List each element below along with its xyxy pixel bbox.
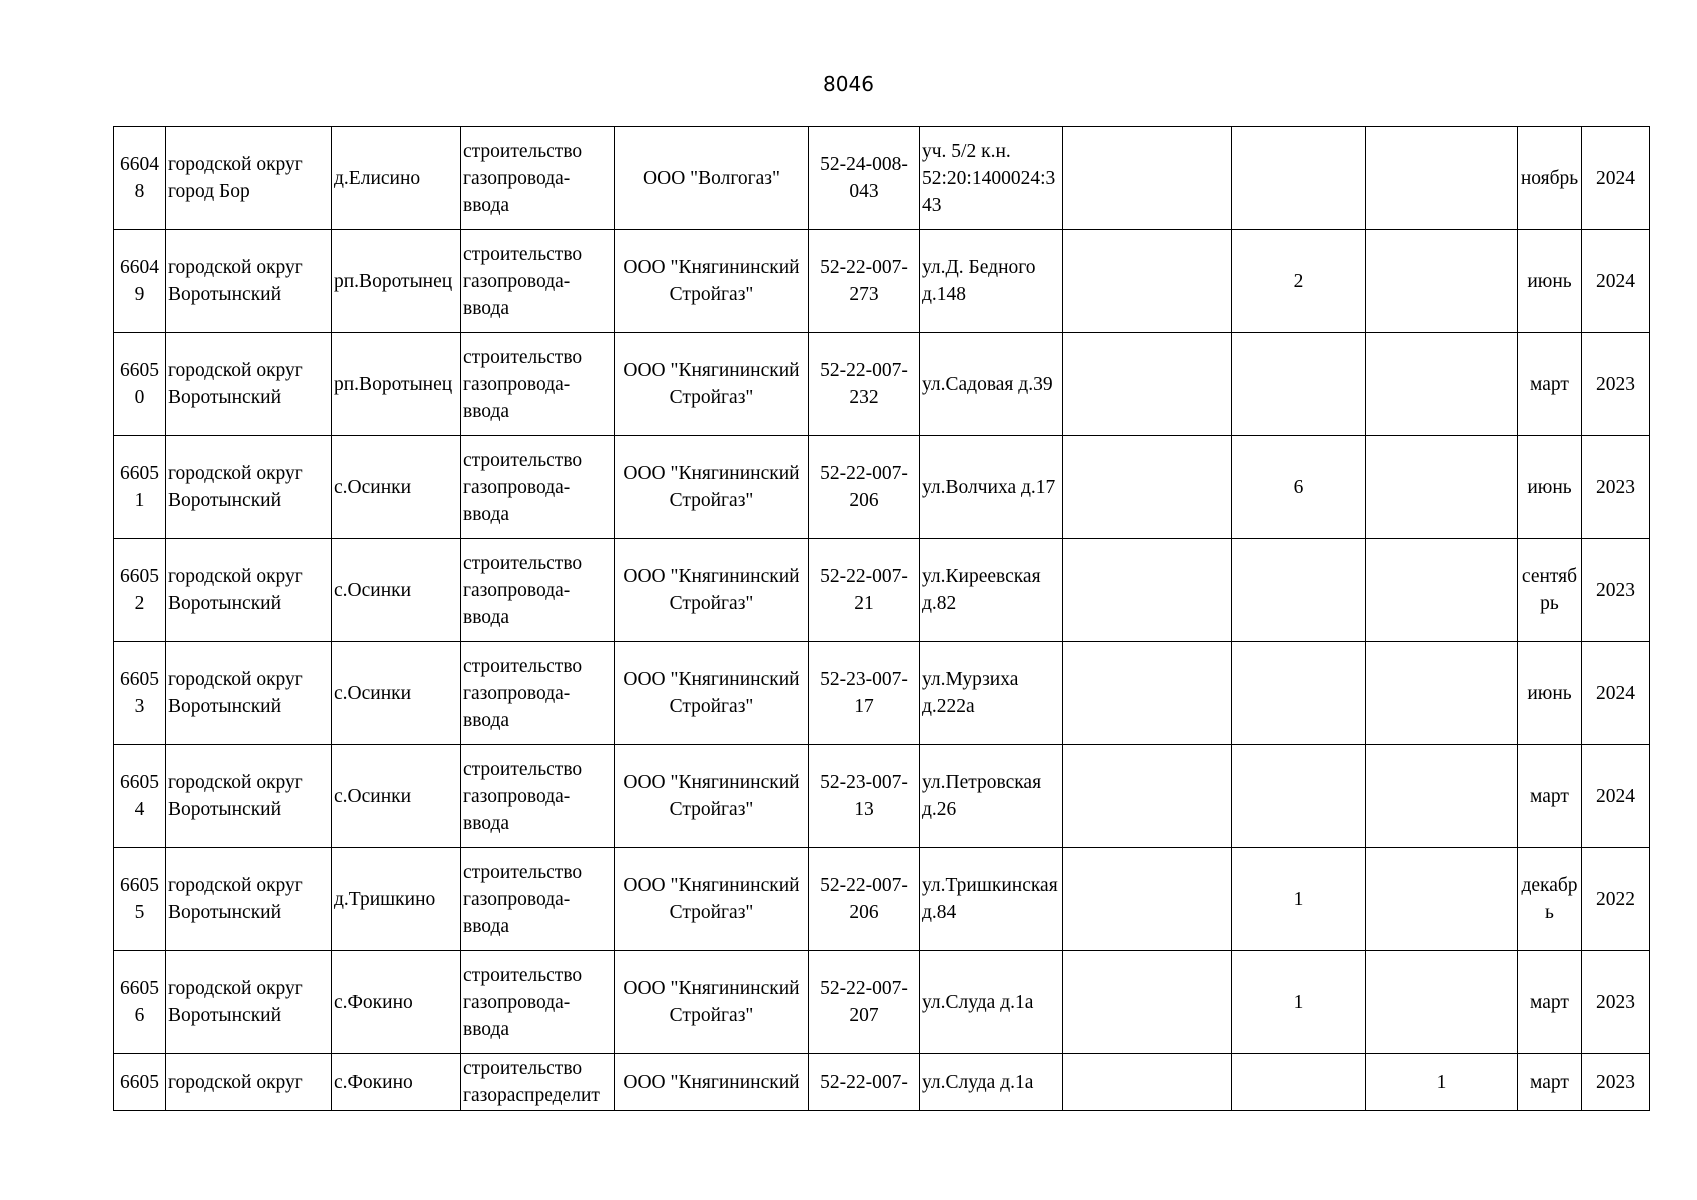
code-cell: 52-22-007-206 (809, 436, 920, 539)
quantity-cell-2: 1 (1366, 1054, 1518, 1111)
district-cell: городской округ Воротынский (166, 436, 332, 539)
district-cell: городской округ Воротынский (166, 951, 332, 1054)
empty-cell (1063, 848, 1232, 951)
empty-cell (1063, 951, 1232, 1054)
organization-cell: ООО "Княгининский Стройгаз" (615, 539, 809, 642)
empty-cell (1063, 745, 1232, 848)
district-cell: городской округ город Бор (166, 127, 332, 230)
record-id-cell: 66052 (114, 539, 166, 642)
year-cell: 2023 (1582, 333, 1650, 436)
record-id-cell: 66051 (114, 436, 166, 539)
record-id-cell: 66050 (114, 333, 166, 436)
month-cell: март (1518, 745, 1582, 848)
empty-cell (1063, 333, 1232, 436)
quantity-cell: 1 (1232, 848, 1366, 951)
year-cell: 2023 (1582, 1054, 1650, 1111)
address-cell: ул.Тришкинская д.84 (920, 848, 1063, 951)
district-cell: городской округ Воротынский (166, 230, 332, 333)
district-cell: городской округ Воротынский (166, 848, 332, 951)
quantity-cell-2 (1366, 848, 1518, 951)
work-type-cell: строительство газопровода-ввода (461, 745, 615, 848)
empty-cell (1063, 127, 1232, 230)
record-id-cell: 66048 (114, 127, 166, 230)
month-cell: июнь (1518, 642, 1582, 745)
quantity-cell (1232, 333, 1366, 436)
quantity-cell-2 (1366, 436, 1518, 539)
quantity-cell (1232, 642, 1366, 745)
organization-cell: ООО "Княгининский Стройгаз" (615, 230, 809, 333)
district-cell: городской округ (166, 1054, 332, 1111)
address-cell: уч. 5/2 к.н. 52:20:1400024:343 (920, 127, 1063, 230)
organization-cell: ООО "Княгининский Стройгаз" (615, 745, 809, 848)
address-cell: ул.Киреевская д.82 (920, 539, 1063, 642)
year-cell: 2024 (1582, 230, 1650, 333)
work-type-cell: строительство газопровода-ввода (461, 436, 615, 539)
code-cell: 52-23-007-13 (809, 745, 920, 848)
work-type-cell: строительство газораспределит (461, 1054, 615, 1111)
table-row (114, 745, 1650, 848)
locality-cell: с.Фокино (332, 1054, 461, 1111)
table-row (114, 642, 1650, 745)
organization-cell: ООО "Княгининский Стройгаз" (615, 951, 809, 1054)
code-cell: 52-22-007-232 (809, 333, 920, 436)
empty-cell (1063, 642, 1232, 745)
address-cell: ул.Волчиха д.17 (920, 436, 1063, 539)
record-id-cell: 66053 (114, 642, 166, 745)
work-type-cell: строительство газопровода-ввода (461, 333, 615, 436)
year-cell: 2023 (1582, 539, 1650, 642)
empty-cell (1063, 230, 1232, 333)
year-cell: 2024 (1582, 642, 1650, 745)
organization-cell: ООО "Княгининский Стройгаз" (615, 848, 809, 951)
quantity-cell-2 (1366, 951, 1518, 1054)
locality-cell: с.Осинки (332, 539, 461, 642)
address-cell: ул.Мурзиха д.222а (920, 642, 1063, 745)
locality-cell: с.Фокино (332, 951, 461, 1054)
quantity-cell (1232, 1054, 1366, 1111)
locality-cell: с.Осинки (332, 642, 461, 745)
organization-cell: ООО "Княгининский Стройгаз" (615, 333, 809, 436)
code-cell: 52-22-007- (809, 1054, 920, 1111)
month-cell: март (1518, 1054, 1582, 1111)
quantity-cell: 1 (1232, 951, 1366, 1054)
record-id-cell: 66055 (114, 848, 166, 951)
locality-cell: рп.Воротынец (332, 333, 461, 436)
locality-cell: д.Елисино (332, 127, 461, 230)
work-type-cell: строительство газопровода-ввода (461, 539, 615, 642)
code-cell: 52-22-007-21 (809, 539, 920, 642)
quantity-cell (1232, 539, 1366, 642)
empty-cell (1063, 436, 1232, 539)
quantity-cell-2 (1366, 127, 1518, 230)
quantity-cell-2 (1366, 642, 1518, 745)
district-cell: городской округ Воротынский (166, 333, 332, 436)
organization-cell: ООО "Княгининский (615, 1054, 809, 1111)
locality-cell: д.Тришкино (332, 848, 461, 951)
code-cell: 52-22-007-206 (809, 848, 920, 951)
quantity-cell-2 (1366, 333, 1518, 436)
quantity-cell-2 (1366, 745, 1518, 848)
quantity-cell-2 (1366, 539, 1518, 642)
month-cell: март (1518, 951, 1582, 1054)
address-cell: ул.Слуда д.1а (920, 951, 1063, 1054)
address-cell: ул.Петровская д.26 (920, 745, 1063, 848)
month-cell: сентябрь (1518, 539, 1582, 642)
record-id-cell: 66056 (114, 951, 166, 1054)
quantity-cell: 6 (1232, 436, 1366, 539)
organization-cell: ООО "Волгогаз" (615, 127, 809, 230)
table-row (114, 539, 1650, 642)
gas-plan-table (113, 126, 1650, 1111)
address-cell: ул.Д. Бедного д.148 (920, 230, 1063, 333)
month-cell: декабрь (1518, 848, 1582, 951)
quantity-cell: 2 (1232, 230, 1366, 333)
code-cell: 52-22-007-273 (809, 230, 920, 333)
quantity-cell (1232, 127, 1366, 230)
year-cell: 2023 (1582, 436, 1650, 539)
record-id-cell: 66054 (114, 745, 166, 848)
year-cell: 2023 (1582, 951, 1650, 1054)
record-id-cell: 6605 (114, 1054, 166, 1111)
organization-cell: ООО "Княгининский Стройгаз" (615, 436, 809, 539)
district-cell: городской округ Воротынский (166, 539, 332, 642)
address-cell: ул.Слуда д.1а (920, 1054, 1063, 1111)
code-cell: 52-24-008-043 (809, 127, 920, 230)
month-cell: март (1518, 333, 1582, 436)
month-cell: июнь (1518, 230, 1582, 333)
code-cell: 52-23-007-17 (809, 642, 920, 745)
table-row (114, 333, 1650, 436)
month-cell: ноябрь (1518, 127, 1582, 230)
table-row (114, 951, 1650, 1054)
empty-cell (1063, 539, 1232, 642)
quantity-cell-2 (1366, 230, 1518, 333)
table-row (114, 127, 1650, 230)
table-row (114, 230, 1650, 333)
year-cell: 2024 (1582, 745, 1650, 848)
year-cell: 2024 (1582, 127, 1650, 230)
district-cell: городской округ Воротынский (166, 745, 332, 848)
district-cell: городской округ Воротынский (166, 642, 332, 745)
record-id-cell: 66049 (114, 230, 166, 333)
locality-cell: с.Осинки (332, 436, 461, 539)
table-row (114, 848, 1650, 951)
work-type-cell: строительство газопровода-ввода (461, 230, 615, 333)
work-type-cell: строительство газопровода-ввода (461, 642, 615, 745)
table-body (114, 127, 1650, 1111)
work-type-cell: строительство газопровода-ввода (461, 848, 615, 951)
locality-cell: рп.Воротынец (332, 230, 461, 333)
table-row (114, 436, 1650, 539)
address-cell: ул.Садовая д.39 (920, 333, 1063, 436)
page-number: 8046 (823, 72, 874, 96)
month-cell: июнь (1518, 436, 1582, 539)
locality-cell: с.Осинки (332, 745, 461, 848)
work-type-cell: строительство газопровода-ввода (461, 127, 615, 230)
year-cell: 2022 (1582, 848, 1650, 951)
code-cell: 52-22-007-207 (809, 951, 920, 1054)
organization-cell: ООО "Княгининский Стройгаз" (615, 642, 809, 745)
quantity-cell (1232, 745, 1366, 848)
empty-cell (1063, 1054, 1232, 1111)
work-type-cell: строительство газопровода-ввода (461, 951, 615, 1054)
table-row (114, 1054, 1650, 1111)
